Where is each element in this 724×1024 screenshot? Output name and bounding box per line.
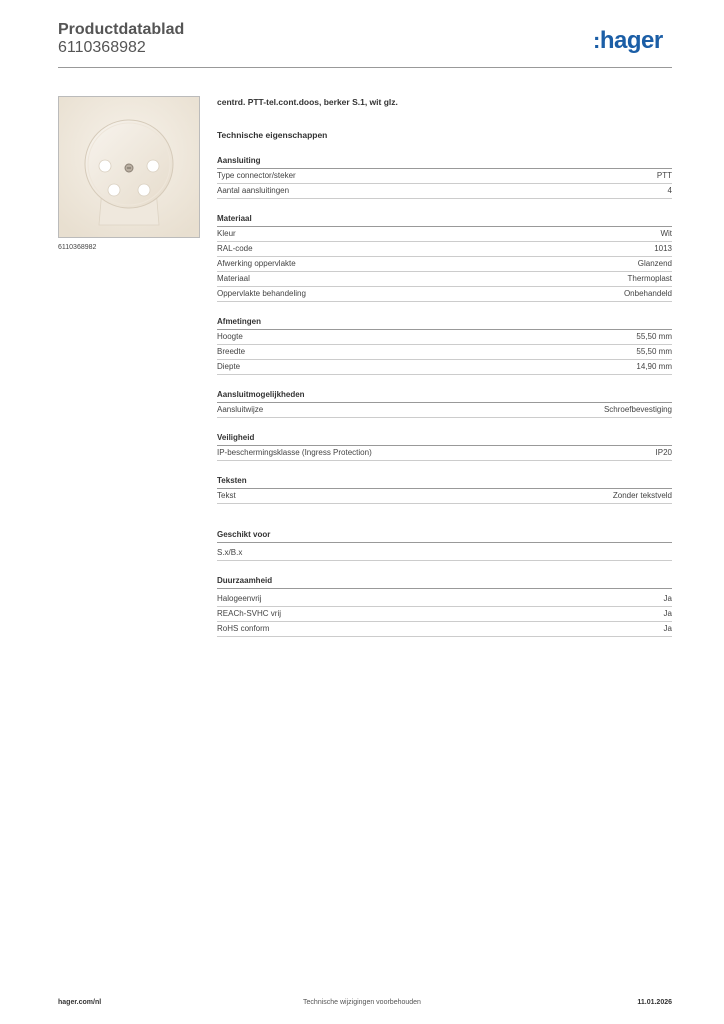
footer-notice: Technische wijzigingen voorbehouden — [303, 999, 421, 1006]
spec-row — [217, 272, 672, 287]
section-title: Teksten — [217, 475, 672, 489]
section-title: Afmetingen — [217, 316, 672, 330]
spec-value: 55,50 mm — [636, 332, 672, 341]
spec-row — [217, 446, 672, 461]
spec-value: Schroefbevestiging — [603, 405, 672, 414]
spec-row — [217, 287, 672, 302]
spec-row — [217, 330, 672, 345]
spec-label: Aantal aansluitingen — [217, 186, 290, 195]
spec-row — [217, 242, 672, 257]
spec-value: Thermoplast — [627, 274, 672, 283]
spec-label: Materiaal — [217, 274, 250, 283]
spec-label: Halogeenvrij — [217, 594, 262, 603]
spec-row — [217, 360, 672, 375]
spec-value: Ja — [663, 624, 672, 633]
spec-value: 1013 — [654, 244, 672, 253]
image-caption: 6110368982 — [58, 244, 97, 251]
spec-value: Onbehandeld — [623, 289, 672, 298]
spec-label: Type connector/steker — [217, 171, 296, 180]
spec-value: Ja — [663, 609, 672, 618]
spec-section — [217, 155, 672, 199]
spec-content — [217, 96, 672, 637]
spec-value: IP20 — [655, 448, 672, 457]
spec-row — [217, 546, 672, 561]
spec-label: Oppervlakte behandeling — [217, 289, 306, 298]
spec-row — [217, 592, 672, 607]
spec-label: Kleur — [217, 229, 236, 238]
spec-label: Hoogte — [217, 332, 243, 341]
spec-label: RAL-code — [217, 244, 253, 253]
spec-label: S.x/B.x — [217, 548, 243, 557]
spec-value: 55,50 mm — [636, 347, 672, 356]
section-title: Aansluitmogelijkheden — [217, 389, 672, 403]
spec-row — [217, 403, 672, 418]
footer-date: 11.01.2026 — [637, 999, 672, 1006]
product-description: centrd. PTT-tel.cont.doos, berker S.1, wit glz. — [217, 97, 398, 107]
spec-row — [217, 184, 672, 199]
section-title: Aansluiting — [217, 155, 672, 169]
brand-name: hager — [599, 27, 663, 54]
header-divider — [58, 67, 672, 68]
spec-label: Tekst — [217, 491, 236, 500]
tech-properties-title: Technische eigenschappen — [217, 130, 328, 140]
spec-section — [217, 432, 672, 461]
section-title: Veiligheid — [217, 432, 672, 446]
spec-section — [217, 316, 672, 375]
spec-label: RoHS conform — [217, 624, 270, 633]
spec-value: Glanzend — [637, 259, 672, 268]
spec-value: Wit — [660, 229, 672, 238]
spec-value: Zonder tekstveld — [612, 491, 672, 500]
spec-row — [217, 489, 672, 504]
spec-row — [217, 169, 672, 184]
socket-illustration — [59, 97, 199, 237]
footer-website: hager.com/nl — [58, 999, 102, 1006]
spec-label: Aansluitwijze — [217, 405, 264, 414]
spec-value: 14,90 mm — [636, 362, 672, 371]
section-title: Duurzaamheid — [217, 575, 672, 589]
spec-section — [217, 575, 672, 637]
spec-row — [217, 622, 672, 637]
section-title: Geschikt voor — [217, 529, 672, 543]
spec-value: PTT — [656, 171, 672, 180]
section-title: Materiaal — [217, 213, 672, 227]
spec-sections — [217, 155, 672, 637]
spec-label: REACh-SVHC vrij — [217, 609, 282, 618]
spec-value: Ja — [663, 594, 672, 603]
spec-section — [217, 529, 672, 561]
spec-label: IP-beschermingsklasse (Ingress Protection) — [217, 448, 372, 457]
spec-value: 4 — [667, 186, 672, 195]
spec-label: Diepte — [217, 362, 241, 371]
hager-logo: :hager — [593, 27, 663, 54]
product-image — [58, 96, 200, 238]
spec-section — [217, 213, 672, 302]
spec-row — [217, 607, 672, 622]
spec-row — [217, 257, 672, 272]
page-title: Productdatablad — [58, 21, 185, 38]
spec-section — [217, 389, 672, 418]
spec-row — [217, 227, 672, 242]
product-number: 6110368982 — [58, 39, 146, 56]
spec-label: Breedte — [217, 347, 246, 356]
spec-label: Afwerking oppervlakte — [217, 259, 296, 268]
spec-section — [217, 475, 672, 504]
spec-row — [217, 345, 672, 360]
